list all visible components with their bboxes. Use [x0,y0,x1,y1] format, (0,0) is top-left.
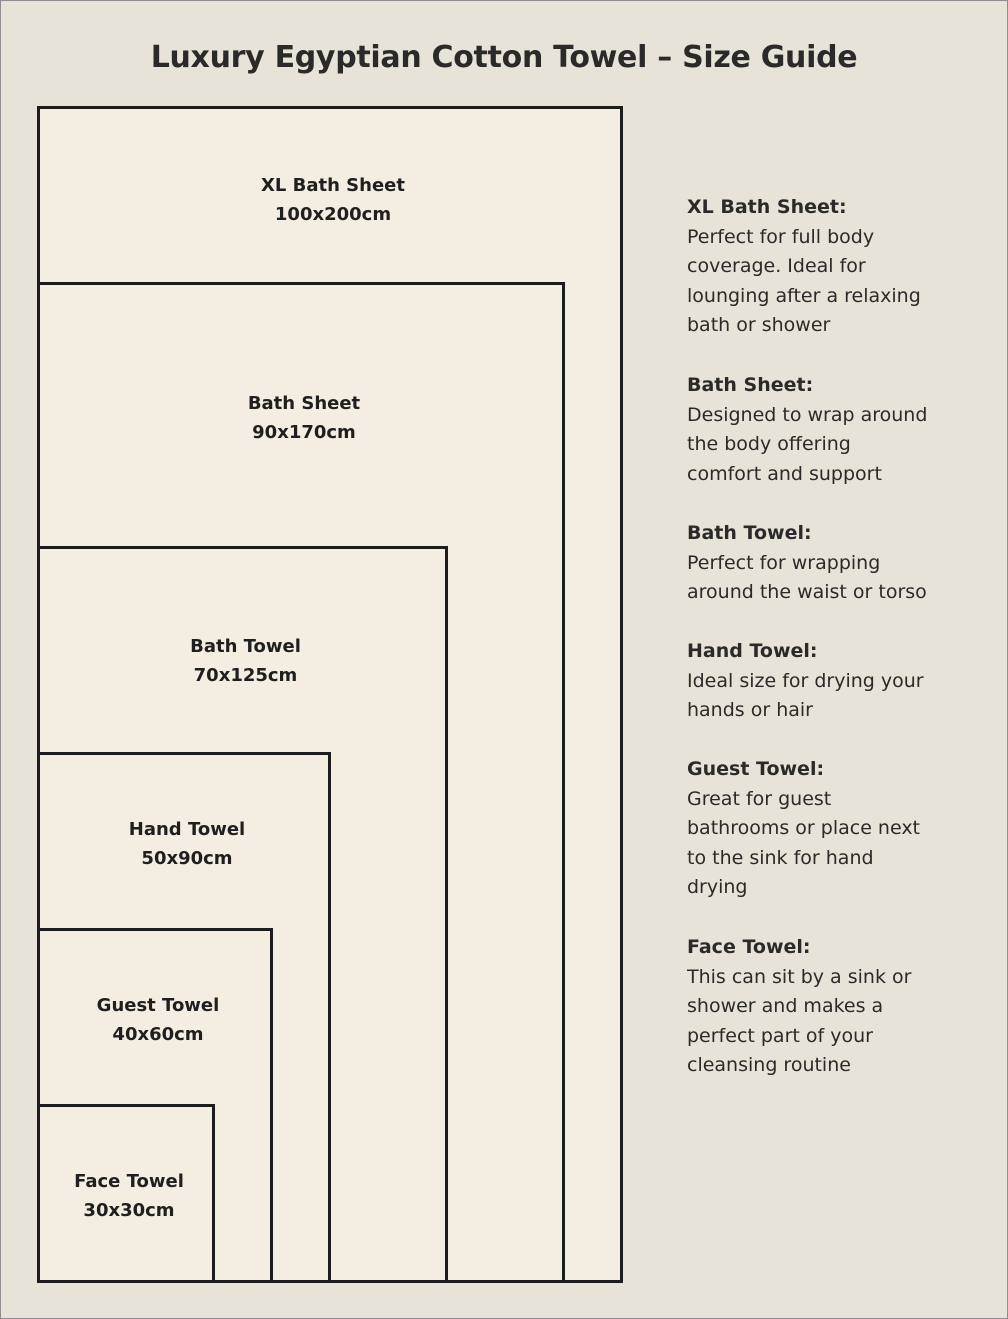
towel-size: 100x200cm [274,204,392,225]
description-bath-sheet [687,371,987,489]
description-line: bath or shower [687,314,831,337]
description-line: This can sit by a sink or [687,965,912,988]
description-title: XL Bath Sheet: [687,196,847,218]
description-line: bathrooms or place next [687,817,921,840]
description-line: to the sink for hand [687,846,874,869]
description-line: comfort and support [687,462,882,485]
towel-label-xl-bath-sheet [40,171,626,229]
description-line: coverage. Ideal for [687,255,866,278]
towel-name: Bath Towel [190,636,301,657]
towel-label-face-towel [40,1167,218,1225]
description-line: around the waist or torso [687,581,927,604]
towel-name: Face Towel [74,1171,184,1192]
description-line: drying [687,876,748,899]
description-xl-bath-sheet [687,193,987,341]
description-line: perfect part of your [687,1024,873,1047]
towel-label-bath-towel [40,632,451,690]
towel-name: Bath Sheet [247,393,361,414]
description-line: hands or hair [687,699,813,722]
description-line: Designed to wrap around [687,403,928,426]
towel-size: 70x125cm [193,665,298,686]
description-title: Hand Towel: [687,640,818,662]
description-line: Great for guest [687,787,832,810]
description-bath-towel [687,519,987,608]
towel-label-hand-towel [40,815,334,873]
towel-name: Hand Towel [128,819,246,840]
description-line: Ideal size for drying your [687,669,924,692]
description-line: the body offering [687,433,851,456]
description-title: Guest Towel: [687,758,825,780]
towel-label-bath-sheet [40,389,568,447]
towel-rect-face-towel [37,1104,215,1283]
description-title: Bath Towel: [687,522,812,544]
towel-size: 50x90cm [141,848,233,869]
towel-size: 40x60cm [112,1024,204,1045]
description-title: Face Towel: [687,936,811,958]
towel-name: Guest Towel [96,995,220,1016]
description-line: lounging after a relaxing [687,284,921,307]
towel-size: 90x170cm [252,422,356,443]
description-line: cleansing routine [687,1054,851,1077]
description-line: shower and makes a [687,995,884,1018]
page-title: Luxury Egyptian Cotton Towel – Size Guide [150,40,858,75]
description-guest-towel [687,755,987,903]
description-line: Perfect for wrapping [687,551,881,574]
towel-size: 30x30cm [83,1200,175,1221]
description-hand-towel [687,637,987,726]
towel-name: XL Bath Sheet [261,175,405,196]
description-line: Perfect for full body [687,225,875,248]
towel-label-guest-towel [40,991,276,1049]
description-face-towel [687,933,987,1081]
description-title: Bath Sheet: [687,374,814,396]
